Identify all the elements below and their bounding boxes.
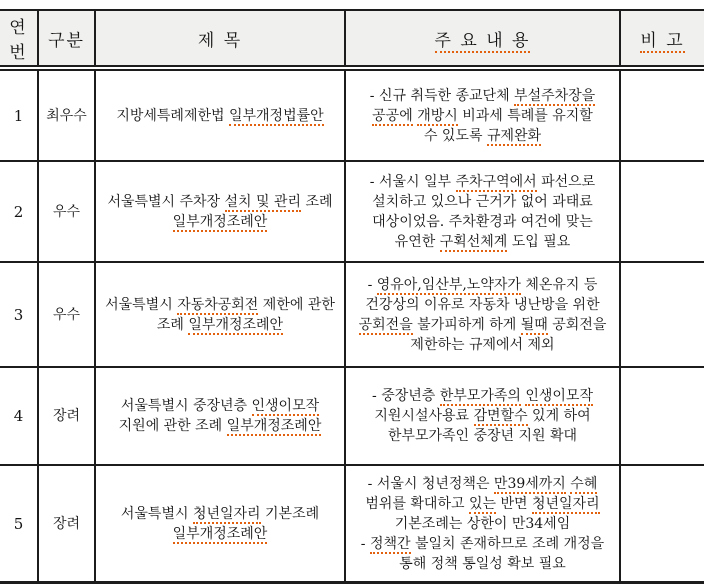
spellcheck-underlined-text: 비 고: [640, 30, 685, 51]
title-line: 서울특별시 중장년층 인생이모작: [120, 398, 320, 414]
spellcheck-underlined-text: 주차구역에서: [455, 173, 537, 190]
cell-title: [95, 367, 345, 465]
title-line: 서울특별시 주차장 설치 및 관리 조례: [107, 193, 333, 210]
content-line: 대상이었음. 주차환경과 여건에 맞는: [372, 213, 593, 230]
cell-title: [95, 161, 345, 262]
spellcheck-underlined-text: 만39세까지: [493, 475, 566, 492]
cell-title: [95, 262, 345, 367]
spellcheck-underlined-text: 공공에: [372, 107, 413, 124]
spellcheck-underlined-text: 공회전을: [358, 316, 413, 333]
cell-category: 장려: [38, 465, 95, 583]
table-header: [0, 10, 704, 68]
header-row: [0, 10, 704, 68]
spellcheck-underlined-text: 청년일자리: [192, 505, 261, 522]
cell-title: [95, 465, 345, 583]
content-line: 한부모가족인 중장년 지원 확대: [387, 428, 578, 444]
cell-category: 장려: [38, 367, 95, 465]
content-line: - 정책간 불일치 존재하므로 조례 개정을: [360, 535, 605, 552]
spellcheck-underlined-text: 영유아,임산부,노약자가: [376, 276, 521, 293]
title-line: 서울특별시 자동차공회전 제한에 관한: [105, 296, 335, 313]
cell-note: [620, 262, 704, 367]
table-row: [0, 465, 704, 583]
spellcheck-underlined-text: 일부개정조례안: [188, 316, 284, 333]
spellcheck-underlined-text: 될때: [520, 316, 548, 333]
cell-content: [345, 367, 620, 465]
content-line: 범위를 확대하고 있는 반면 청년일자리: [365, 495, 600, 512]
content-line: - 신규 취득한 종교단체 부설주차장을: [369, 87, 596, 104]
spellcheck-underlined-text: 일부개정법률안: [228, 107, 324, 124]
spellcheck-underlined-text: 청년일자리: [531, 495, 600, 512]
cell-no: 5: [0, 465, 38, 583]
content-line: 유연한 구획선체계 도입 필요: [394, 233, 571, 250]
spellcheck-underlined-text: 구획선체계: [439, 233, 508, 250]
table-row: [0, 68, 704, 161]
title-line: [98, 212, 342, 232]
spellcheck-underlined-text: 설치 및 관리: [224, 193, 302, 210]
spellcheck-underlined-text: 있는: [468, 495, 497, 512]
title-line: 조례 일부개정조례안: [156, 316, 284, 333]
ordinance-awards-table: [0, 9, 704, 584]
header-cell-no: 연번: [0, 10, 38, 68]
cell-note: [620, 68, 704, 161]
spellcheck-underlined-text: 주 요 내 용: [434, 30, 531, 51]
cell-content: [345, 465, 620, 583]
cell-category: 우수: [38, 262, 95, 367]
spellcheck-underlined-text: 개방시: [417, 107, 458, 124]
cell-no: 4: [0, 367, 38, 465]
cell-title: [95, 68, 345, 161]
title-line: [98, 524, 342, 544]
content-line: - 서울시 일부 주차구역에서 파선으로: [369, 173, 596, 190]
table-row: [0, 262, 704, 367]
content-line: 설치하고 있으나 근거가 없어 과태료: [372, 193, 593, 210]
spellcheck-underlined-text: 감면할수: [473, 408, 528, 424]
spellcheck-underlined-text: 부설주차장을: [514, 87, 596, 104]
title-line: 서울특별시 청년일자리 기본조례: [120, 505, 320, 522]
content-line: 지원시설사용료 감면할수 있게 하여: [374, 408, 591, 424]
content-line: - 중장년층 한부모가족의 인생이모작: [372, 388, 593, 404]
title-line: 지방세특례제한법 일부개정법률안: [116, 107, 324, 124]
content-line: 통해 정책 통일성 확보 필요: [399, 555, 566, 572]
spellcheck-underlined-text: 인생이모작: [525, 388, 593, 404]
spellcheck-underlined-text: 수혜: [570, 475, 598, 492]
header-cell-cat: 구분: [38, 10, 95, 68]
header-cell-content: [345, 10, 620, 68]
content-line: - 영유아,임산부,노약자가 체온유지 등: [367, 276, 598, 293]
cell-no: 2: [0, 161, 38, 262]
cell-note: [620, 465, 704, 583]
cell-no: 3: [0, 262, 38, 367]
header-cell-note: [620, 10, 704, 68]
header-cell-title: 제 목: [95, 10, 345, 68]
spellcheck-underlined-text: 정책간: [369, 535, 411, 552]
title-line: 지원에 관한 조례 일부개정조례안: [118, 418, 322, 434]
spellcheck-underlined-text: 일부개정조례안: [172, 525, 268, 542]
content-line: - 서울시 청년정책은 만39세까지 수혜: [367, 475, 598, 492]
cell-category: 우수: [38, 161, 95, 262]
content-line: 건강상의 이유로 자동차 냉난방을 위한: [365, 296, 600, 313]
table-row: [0, 161, 704, 262]
content-line: 제한하는 규제에서 제외: [410, 336, 555, 353]
content-line: 수 있도록 규제완화: [423, 127, 542, 144]
spellcheck-underlined-text: 일부개정조례안: [226, 418, 322, 434]
spellcheck-underlined-text: 일부개정조례안: [172, 213, 268, 230]
spellcheck-underlined-text: 한부모가족의: [439, 388, 521, 404]
table-row: [0, 367, 704, 465]
cell-content: [345, 68, 620, 161]
cell-no: 1: [0, 68, 38, 161]
cell-content: [345, 262, 620, 367]
spellcheck-underlined-text: 인생이모작: [251, 398, 320, 414]
cell-category: 최우수: [38, 68, 95, 161]
spellcheck-underlined-text: 규제완화: [486, 127, 542, 144]
table-body: [0, 68, 704, 583]
cell-note: [620, 367, 704, 465]
content-line: 공회전을 불가피하게 하게 될때 공회전을: [358, 316, 607, 333]
content-line: 기본조례는 상한이 만34세임: [394, 515, 571, 532]
cell-note: [620, 161, 704, 262]
cell-content: [345, 161, 620, 262]
content-line: 공공에 개방시 비과세 특례를 유지할: [372, 107, 593, 124]
spellcheck-underlined-text: 자동차공회전: [177, 296, 259, 313]
